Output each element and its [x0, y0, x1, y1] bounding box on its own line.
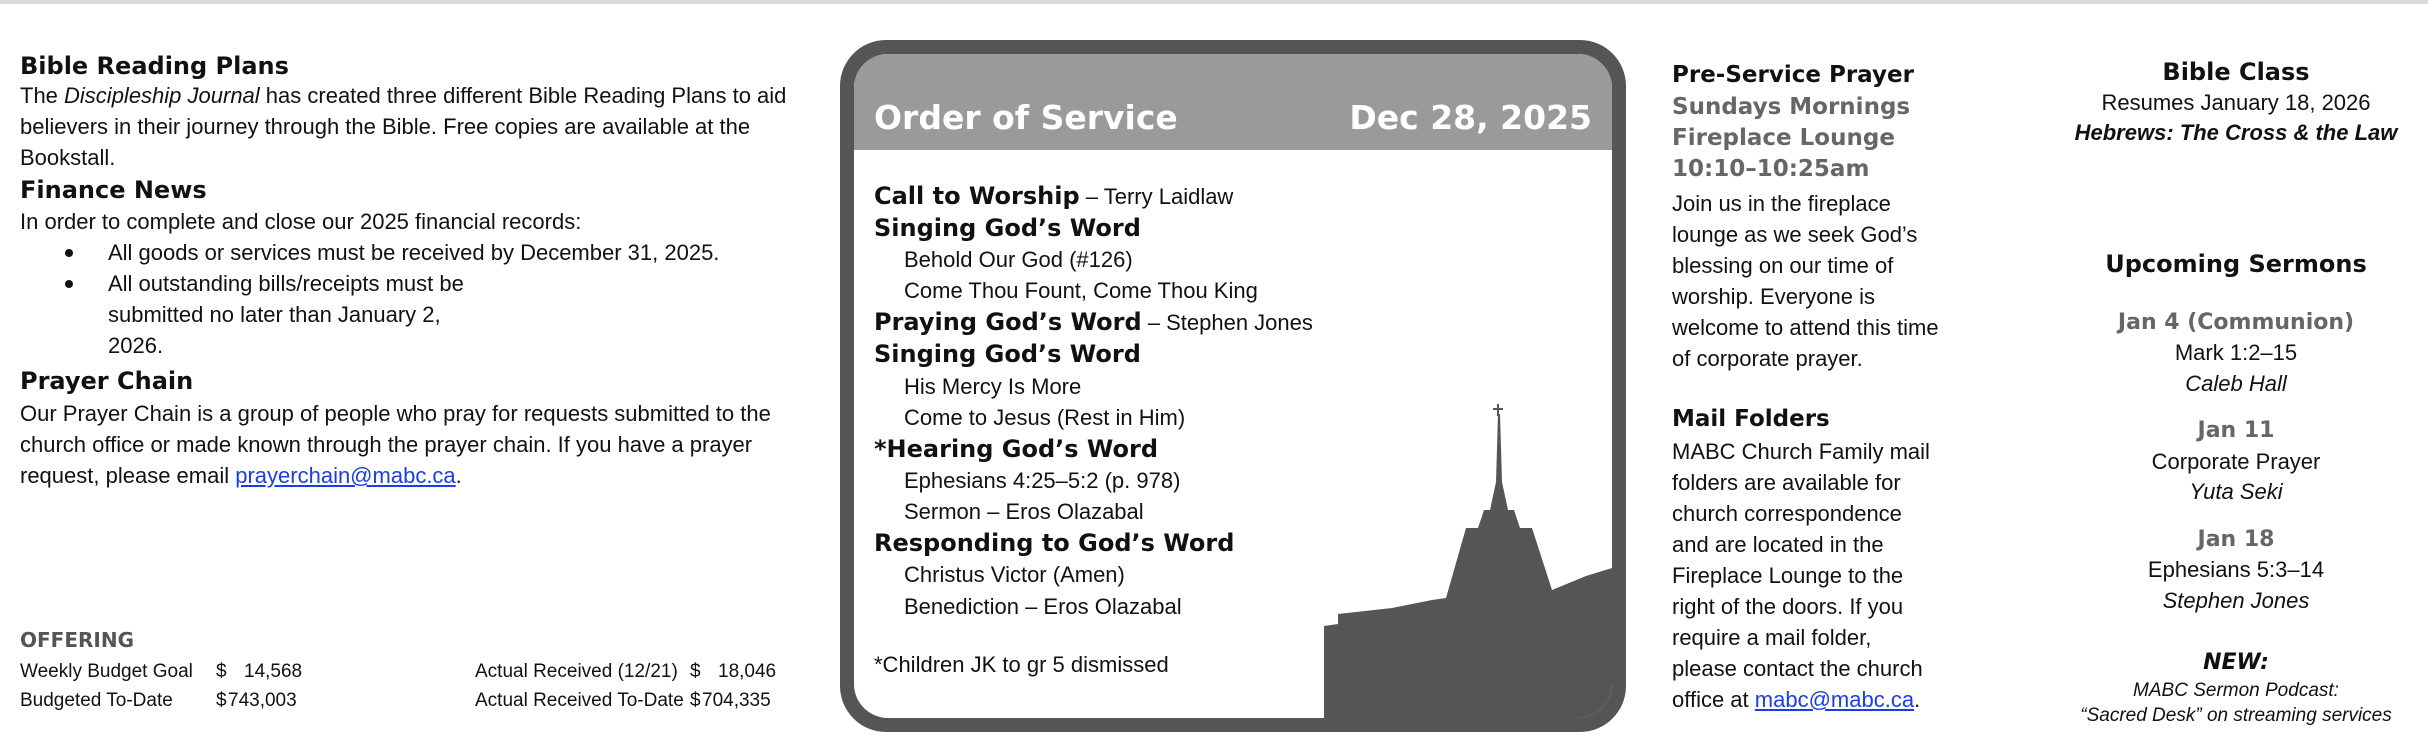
- offering-title: OFFERING: [20, 628, 134, 652]
- order-of-service-panel: [840, 40, 1626, 732]
- sermon-passage: Ephesians 5:3–14: [2147, 557, 2325, 582]
- sermon-speaker: Caleb Hall: [2185, 371, 2287, 396]
- sermon-passage: Mark 1:2–15: [2174, 340, 2298, 365]
- list-item: All outstanding bills/receipts must be submitted no later than January 2, 2026.: [20, 268, 488, 361]
- service-section-singing: Singing God’s Word: [874, 340, 1141, 368]
- pre-service-prayer-title: Pre-Service Prayer: [1672, 62, 1914, 88]
- service-item: Come Thou Fount, Come Thou King: [904, 278, 1258, 303]
- service-section-responding: Responding to God’s Word: [874, 529, 1235, 557]
- service-date: Dec 28, 2025: [1349, 98, 1592, 137]
- podcast-description: “Sacred Desk” on streaming services: [2080, 705, 2392, 726]
- sermon-passage: Corporate Prayer: [2151, 449, 2321, 474]
- mail-folders-title: Mail Folders: [1672, 406, 1830, 432]
- pre-service-day: Sundays Mornings: [1672, 94, 1911, 120]
- order-of-service-content: [854, 54, 1612, 718]
- service-item: Ephesians 4:25–5:2 (p. 978): [904, 468, 1181, 493]
- service-section-praying: Praying God’s Word – Stephen Jones: [874, 308, 1313, 336]
- prayer-chain-text: Our Prayer Chain is a group of people who pray for requests submitted to the church office or made known through the prayer chain. If you have a prayer request, please email prayerchain@mabc.ca.: [20, 401, 771, 488]
- sermon-date: Jan 4 (Communion): [2117, 310, 2355, 335]
- finance-intro: In order to complete and close our 2025 financial records:: [20, 209, 582, 234]
- pre-service-time: 10:10–10:25am: [1672, 156, 1870, 182]
- prayer-chain-title: Prayer Chain: [20, 367, 194, 395]
- bible-class-resume-date: Resumes January 18, 2026: [2101, 90, 2371, 115]
- pre-service-location: Fireplace Lounge: [1672, 125, 1895, 151]
- sermon-speaker: Stephen Jones: [2162, 588, 2310, 613]
- podcast-title: MABC Sermon Podcast:: [2133, 680, 2339, 701]
- list-item: All goods or services must be received by December 31, 2025.: [20, 237, 820, 268]
- service-item: Sermon – Eros Olazabal: [904, 499, 1144, 524]
- service-item: Benediction – Eros Olazabal: [904, 594, 1182, 619]
- top-border: [0, 0, 2428, 4]
- sermon-date: Jan 11: [2197, 418, 2275, 443]
- prayer-chain-email-link[interactable]: prayerchain@mabc.ca: [235, 463, 456, 488]
- service-item: Come to Jesus (Rest in Him): [904, 405, 1186, 430]
- service-title: Order of Service: [874, 98, 1178, 137]
- service-item: Behold Our God (#126): [904, 247, 1133, 272]
- finance-bullet-list: [20, 237, 820, 361]
- service-section-hearing: *Hearing God’s Word: [874, 435, 1159, 463]
- sermon-speaker: Yuta Seki: [2189, 479, 2283, 504]
- bullet-icon: [65, 249, 73, 257]
- journal-title: Discipleship Journal: [64, 83, 260, 108]
- bible-class-title: Bible Class: [2162, 58, 2310, 86]
- reading-plans-text: The Discipleship Journal has created three different Bible Reading Plans to aid believers in their journey through the Bible. Free copies are available at the Bookstall.: [20, 83, 787, 170]
- bible-class-topic: Hebrews: The Cross & the Law: [2074, 120, 2398, 145]
- service-note: *Children JK to gr 5 dismissed: [874, 652, 1169, 677]
- mail-email-link[interactable]: mabc@mabc.ca: [1754, 687, 1915, 712]
- service-header: [854, 54, 1612, 150]
- upcoming-sermons-title: Upcoming Sermons: [2105, 250, 2367, 278]
- service-section-call-to-worship: Call to Worship – Terry Laidlaw: [874, 182, 1234, 210]
- service-item: Christus Victor (Amen): [904, 562, 1125, 587]
- reading-plans-title: Bible Reading Plans: [20, 52, 289, 80]
- bullet-icon: [65, 280, 73, 288]
- pre-service-text: Join us in the fireplace lounge as we seek God’s blessing on our time of worship. Everyone is welcome to attend this time of corporate prayer.: [1672, 191, 1939, 371]
- service-item: His Mercy Is More: [904, 374, 1082, 399]
- church-silhouette-icon: [1324, 404, 1612, 718]
- sermon-date: Jan 18: [2197, 527, 2275, 552]
- service-section-singing: Singing God’s Word: [874, 214, 1141, 242]
- mail-folders-text: MABC Church Family mail folders are available for church correspondence and are located in the Fireplace Lounge to the right of the doors. If you require a mail folder, please contact the church office at mabc@mabc.ca.: [1672, 439, 1930, 712]
- finance-title: Finance News: [20, 176, 207, 204]
- podcast-new-label: NEW:: [2203, 650, 2269, 675]
